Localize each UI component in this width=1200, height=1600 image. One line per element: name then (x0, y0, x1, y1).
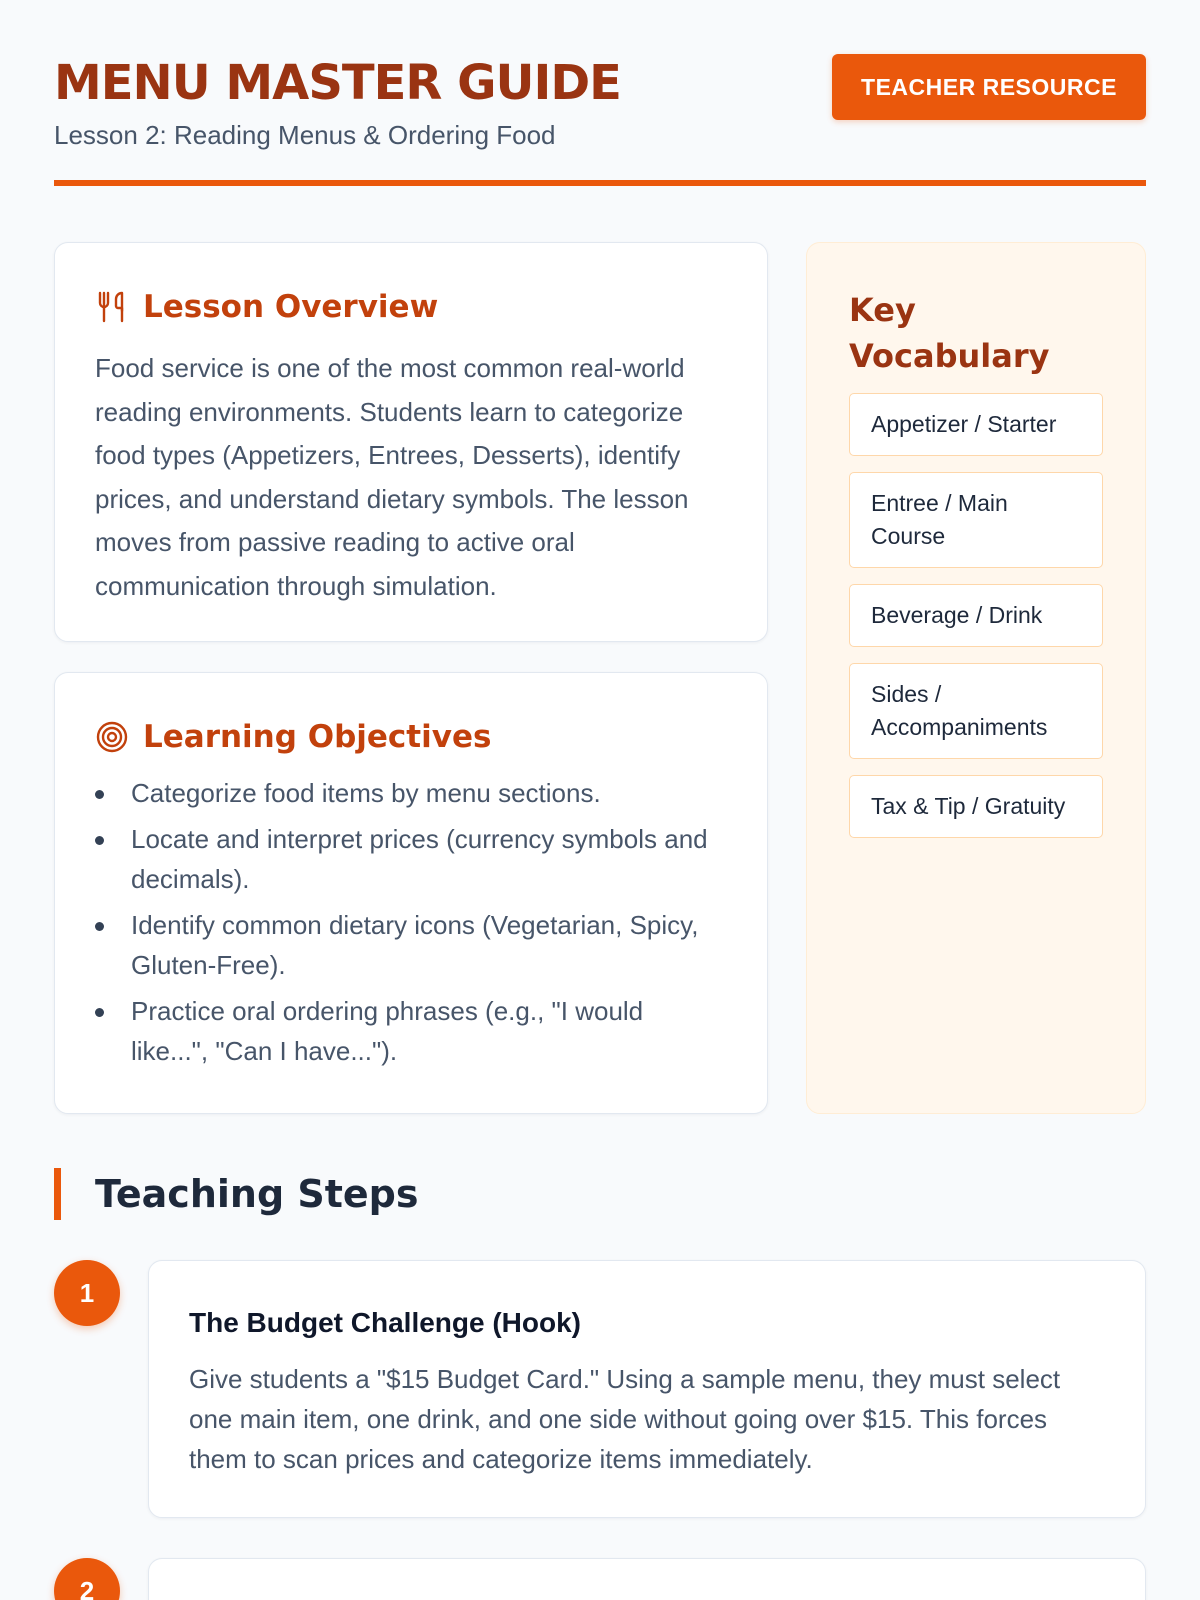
vocabulary-panel (806, 242, 1146, 1114)
step-title: The Budget Challenge (Hook) (189, 1307, 581, 1338)
list-item (95, 905, 727, 985)
step-card (148, 1260, 1146, 1518)
steps-heading: Teaching Steps (54, 1168, 1146, 1220)
bullet-icon (95, 790, 104, 799)
bullet-icon (95, 922, 104, 931)
page-subtitle: Lesson 2: Reading Menus & Ordering Food (54, 120, 556, 150)
teacher-resource-button[interactable]: TEACHER RESOURCE (832, 54, 1146, 120)
step-item (54, 1558, 1146, 1600)
objective-text: Practice oral ordering phrases (e.g., "I would like...", "Can I have..."). (131, 996, 644, 1066)
content-grid (54, 242, 1146, 1114)
list-item (95, 991, 727, 1071)
utensils-icon (95, 290, 129, 324)
objectives-title: Learning Objectives (143, 719, 492, 755)
list-item (95, 819, 727, 899)
vocab-item: Appetizer / Starter (849, 393, 1103, 456)
bullet-icon (95, 836, 104, 845)
objective-text: Categorize food items by menu sections. (131, 778, 601, 808)
overview-title: Lesson Overview (143, 289, 439, 325)
vocabulary-title-line1: Key (849, 291, 916, 329)
step-number-badge: 2 (54, 1558, 120, 1600)
overview-text: Food service is one of the most common real-world reading environments. Students learn to categorize food types (Appetizers, Entrees, Desserts), identify prices, and understand dietary symbols. The lesson moves from passive reading to active oral communication through simulation. (95, 353, 689, 601)
step-description: Give students a "$15 Budget Card." Using a sample menu, they must select one main item, one drink, and one side without going over $15. This forces them to scan prices and categorize items immediately. (189, 1364, 1061, 1474)
page-header (54, 0, 1146, 186)
target-icon (95, 720, 129, 754)
objectives-card (54, 672, 768, 1114)
overview-heading (95, 287, 727, 327)
vocabulary-title-line2: Vocabulary (849, 337, 1050, 375)
vocab-item: Sides / Accompaniments (849, 663, 1103, 759)
objectives-list (95, 773, 727, 1071)
list-item (95, 773, 727, 813)
objective-text: Locate and interpret prices (currency symbols and decimals). (131, 824, 708, 894)
bullet-icon (95, 1008, 104, 1017)
page-title: MENU MASTER GUIDE (54, 55, 621, 111)
vocab-item: Tax & Tip / Gratuity (849, 775, 1103, 838)
overview-card (54, 242, 768, 642)
vocabulary-title (849, 287, 1103, 379)
vocabulary-list (849, 393, 1103, 838)
step-item (54, 1260, 1146, 1518)
objective-text: Identify common dietary icons (Vegetarian, Spicy, Gluten-Free). (131, 910, 699, 980)
step-number-badge: 1 (54, 1260, 120, 1326)
vocab-item: Beverage / Drink (849, 584, 1103, 647)
objectives-heading (95, 717, 727, 757)
step-card (148, 1558, 1146, 1600)
vocab-item: Entree / Main Course (849, 472, 1103, 568)
